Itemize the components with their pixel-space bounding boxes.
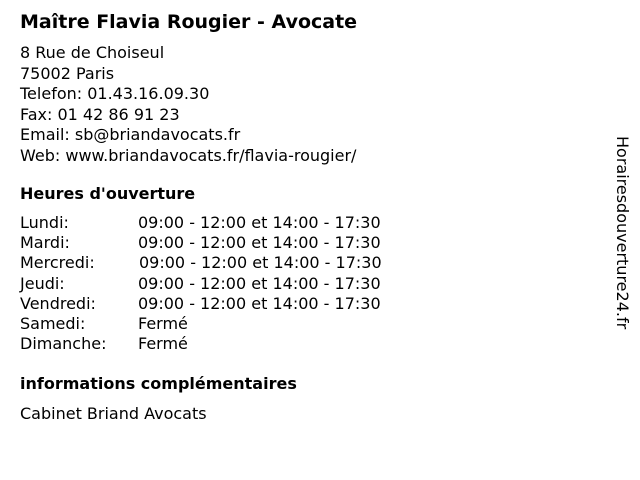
site-watermark: Horairesdouverture24.fr	[613, 136, 632, 330]
day-label: Mercredi:	[20, 253, 95, 273]
email-line: Email: sb@briandavocats.fr	[20, 125, 241, 144]
business-title: Maître Flavia Rougier - Avocate	[20, 11, 358, 33]
address-street: 8 Rue de Choiseul	[20, 43, 165, 62]
phone-line: Telefon: 01.43.16.09.30	[20, 84, 210, 103]
day-hours: 09:00 - 12:00 et 14:00 - 17:30	[138, 233, 381, 253]
day-hours: 09:00 - 12:00 et 14:00 - 17:30	[138, 213, 381, 232]
day-label: Vendredi:	[20, 293, 96, 313]
day-label: Samedi:	[20, 313, 86, 333]
day-hours: Fermé	[138, 334, 188, 354]
day-hours: 09:00 - 12:00 et 14:00 - 17:30	[138, 293, 381, 313]
fax-line: Fax: 01 42 86 91 23	[20, 104, 180, 124]
day-hours: 09:00 - 12:00 et 14:00 - 17:30	[139, 253, 382, 273]
day-hours: Fermé	[138, 313, 188, 333]
address-city: 75002 Paris	[20, 63, 115, 83]
day-hours: 09:00 - 12:00 et 14:00 - 17:30	[138, 273, 381, 293]
day-label: Jeudi:	[20, 273, 65, 293]
day-label: Dimanche:	[20, 334, 107, 354]
opening-hours-heading: Heures d'ouverture	[20, 184, 196, 203]
day-label: Lundi:	[20, 213, 69, 232]
additional-info-text: Cabinet Briand Avocats	[20, 404, 207, 423]
day-label: Mardi:	[20, 233, 70, 253]
web-line: Web: www.briandavocats.fr/flavia-rougier/	[20, 145, 357, 165]
contact-block	[20, 43, 356, 166]
additional-info-heading: informations complémentaires	[20, 374, 297, 393]
